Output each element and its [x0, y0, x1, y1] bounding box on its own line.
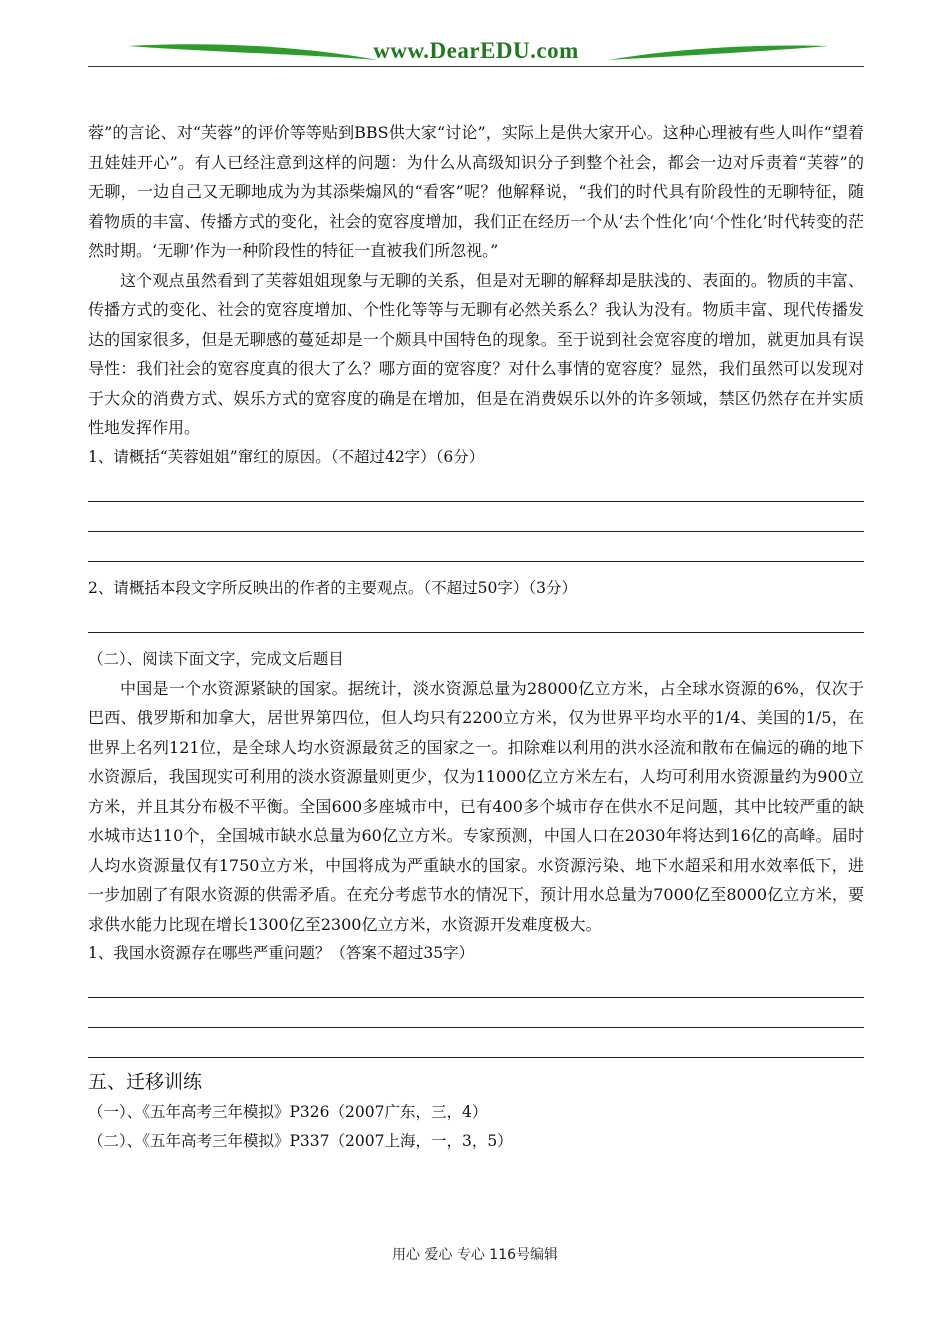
passage2-paragraph: 中国是一个水资源紧缺的国家。据统计，淡水资源总量为28000亿立方米，占全球水资源的6%，仅次于巴西、俄罗斯和加拿大，居世界第四位，但人均只有2200立方米，仅为世界平均水平的1/4、美国的1/5，在世界上名列121位，是全球人均水资源最贫乏的国家之一。扣除难以利用的洪水泾流和散布在偏远的确的地下水资源后，我国现实可利用的淡水资源量则更少，仅为11000亿立方米左右，人均可利用水资源量约为900立方米，并且其分布极不平衡。全国600多座城市中，已有400多个城市存在供水不足问题，其中比较严重的缺水城市达110个，全国城市缺水总量为60亿立方米。专家预测，中国人口在2030年将达到16亿的高峰。届时人均水资源量仅有1750立方米，中国将成为严重缺水的国家。水资源污染、地下水超采和用水效率低下，进一步加剧了有限水资源的供需矛盾。在充分考虑节水的情况下，预计用水总量为7000亿至8000亿立方米，要求供水能力比现在增长1300亿至2300亿立方米，水资源开发难度极大。: [88, 678, 864, 934]
answer-line[interactable]: [88, 968, 864, 998]
section5-reference2: （二）、《五年高考三年模拟》P337（2007上海，一，3，5）: [88, 1132, 513, 1150]
passage1-paragraph2: 这个观点虽然看到了芙蓉姐姐现象与无聊的关系，但是对无聊的解释却是肤浅的、表面的。物质的丰富、传播方式的变化、社会的宽容度增加、个性化等等与无聊有必然关系么？我认为没有。物质丰富、现代传播发达的国家很多，但是无聊感的蔓延却是一个颇具中国特色的现象。至于说到社会宽容度的增加，就更加具有误导性：我们社会的宽容度真的很大了么？哪方面的宽容度？对什么事情的宽容度？显然，我们虽然可以发现对于大众的消费方式、娱乐方式的宽容度的确是在增加，但是在消费娱乐以外的许多领域，禁区仍然存在并实质性地发挥作用。: [88, 270, 864, 437]
section5-reference1: （一）、《五年高考三年模拟》P326（2007广东，三，4）: [88, 1103, 488, 1121]
right-swoosh-decoration: [608, 40, 828, 66]
passage1-question2: 2、请概括本段文字所反映出的作者的主要观点。（不超过50字）（3分）: [88, 578, 577, 597]
header-divider: [88, 66, 864, 67]
site-logo[interactable]: www.DearEDU.com: [373, 38, 579, 63]
passage2-heading: （二）、阅读下面文字，完成文后题目: [88, 649, 344, 668]
answer-line[interactable]: [88, 472, 864, 502]
answer-line[interactable]: [88, 603, 864, 633]
answer-line[interactable]: [88, 998, 864, 1028]
page-header: [88, 30, 864, 70]
passage1-paragraph1: 蓉”的言论、对“芙蓉”的评价等等贴到BBS供大家“讨论”，实际上是供大家开心。这种心理被有些人叫作“望着丑娃娃开心”。有人已经注意到这样的问题：为什么从高级知识分子到整个社会，都会一边对斥责着“芙蓉”的无聊，一边自己又无聊地成为为其添柴煽风的“看客”呢？他解释说，“我们的时代具有阶段性的无聊特征，随着物质的丰富、传播方式的变化，社会的宽容度增加，我们正在经历一个从‘去个性化’向‘个性化’时代转变的茫然时期。‘无聊’作为一种阶段性的特征一直被我们所忽视。”: [88, 123, 864, 260]
answer-line[interactable]: [88, 502, 864, 532]
document-body: [88, 118, 864, 1156]
passage2-question1: 1、我国水资源存在哪些严重问题？（答案不超过35字）: [88, 944, 475, 962]
answer-line[interactable]: [88, 1028, 864, 1058]
page-footer: 用心 爱心 专心 116号编辑: [391, 1247, 559, 1263]
passage1-question1: 1、请概括“芙蓉姐姐”窜红的原因。（不超过42字）（6分）: [88, 447, 485, 466]
section5-title: 五、迁移训练: [88, 1071, 203, 1093]
answer-line[interactable]: [88, 532, 864, 562]
